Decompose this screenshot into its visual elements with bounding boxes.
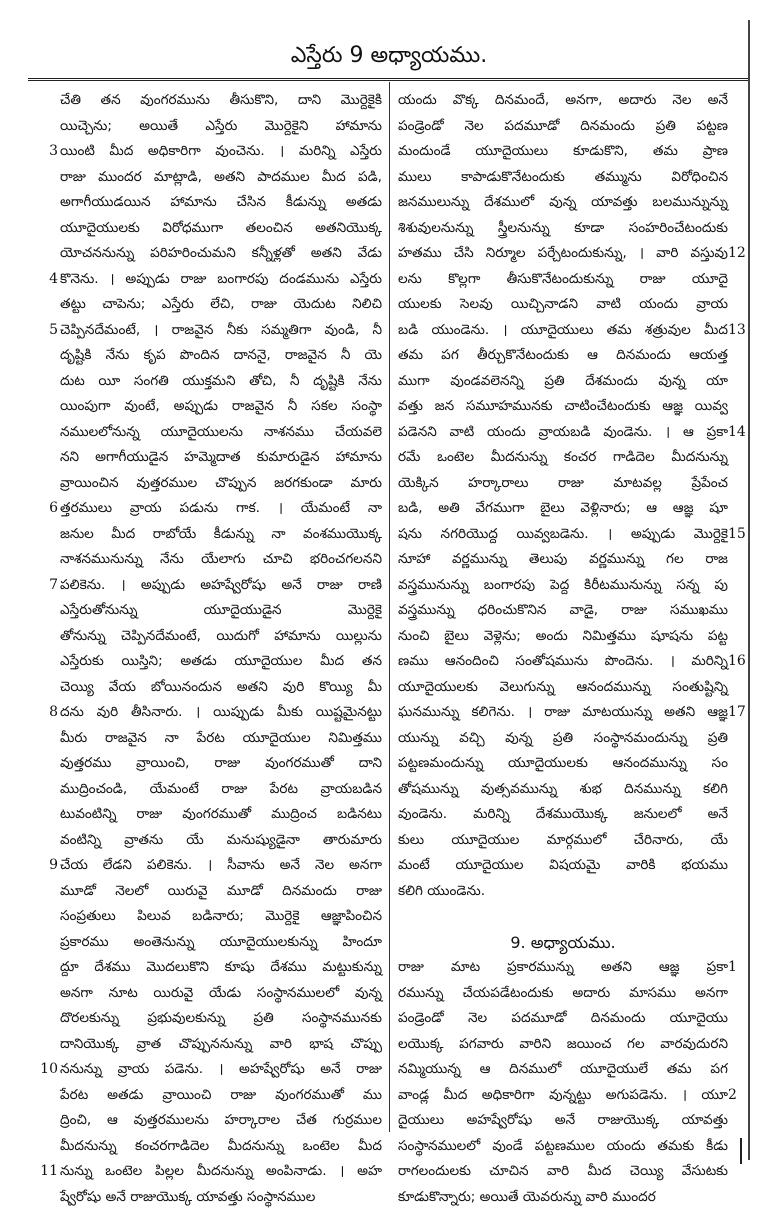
verse-number: 12 (728, 241, 750, 267)
text-line: సంస్థానములలో వుండే పట్టణముల యందు తమకు కీడు (398, 1134, 728, 1160)
header-divider (28, 78, 750, 81)
text-line: ద్దూ దేశము మొదలుకొని కూషు దేశము మట్టుకున్ను (60, 955, 382, 981)
text-line: చేయ లేడని పలికెను. । సీవాను అనే నెల అనగా (60, 853, 382, 879)
verse-number: 15 (728, 522, 750, 548)
text-line: యెక్కిన హర్కారాలు రాజు మాటవల్ల ప్రేపేంచ (398, 471, 728, 497)
text-line: సంప్రతులు పిలువ బడినారు; మొర్దెకై ఆజ్ఞాపించిన (60, 904, 382, 930)
text-line: రాజు ముందర మాట్లాడి, అతని పాదముల మీద పడి, (60, 165, 382, 191)
text-line: బడి, అతి వేగముగా బైలు వెళ్లినారు; ఆ ఆజ్ఞ షూ (398, 496, 728, 522)
page-header-title: ఎస్తేరు 9 అధ్యాయము. (28, 36, 750, 76)
text-line: దను వురి తీసినారు. । యిప్పుడు మీకు యిష్టమైనట్టు (60, 700, 382, 726)
text-line: దైయులు అహష్వేరోషు అనే రాజుయొక్క యావత్తు (398, 1108, 728, 1134)
text-line: రాజు మాట ప్రకారమున్ను అతని ఆజ్ఞ ప్రకా (398, 955, 728, 981)
text-line: దొరలకున్ను ప్రభువులకున్ను ప్రతి సంస్థానమునకు (60, 1006, 382, 1032)
text-line: నని అగాగీయుడైన హమ్మెదాత కుమారుడైన హామాను (60, 445, 382, 471)
text-line: పండ్రెండో నెల పదమూడో దినమందు యూదైయు (398, 1006, 728, 1032)
text-line: ఎస్తేరుకు యిస్తిని; అతడు యూదైయుల మీద తన (60, 649, 382, 675)
page-edge-rule (748, 20, 750, 1160)
text-line: యింపుగా వుంటే, అప్పుడు రాజవైన నీ సకల సంస్థా (60, 394, 382, 420)
text-line: యింటి మీద అధికారిగా వుంచెను. । మరిన్ని ఎస్తేరు (60, 139, 382, 165)
text-line: వుండెను. మరిన్ని దేశముయొక్క జనులలో అనే (398, 802, 728, 828)
chapter-heading: 9. అధ్యాయము. (398, 930, 728, 956)
text-line: వస్త్రమునున్ను బంగారపు పెద్ద కిరీటమునున్ను సన్న పు (398, 573, 728, 599)
text-line: జనుల మీద రాబోయే కీడున్ను నా వంశముయొక్క (60, 522, 382, 548)
text-line: నమ్మియున్న ఆ దినములో యూదైయులే తమ పగ (398, 1057, 728, 1083)
text-line: లను కొల్లగా తీసుకొనేటందుకున్ను రాజు యూదై (398, 267, 728, 293)
text-line: కులు యూదైయుల మార్గములో చేరినారు, యే (398, 828, 728, 854)
text-line: నాశనమునున్ను నేను యేలాగు చూచి భరించగలనని (60, 547, 382, 573)
text-line: ద్రించి, ఆ వుత్తరములను హర్కారాల చేత గుర్రముల (60, 1108, 382, 1134)
text-line (398, 904, 728, 930)
text-line: యూదైయులకు విరోధముగా తలంచిన అతనియొక్క (60, 216, 382, 242)
text-line: ష్వేరోషు అనే రాజుయొక్క యావత్తు సంస్థానముల (60, 1185, 382, 1210)
text-line: యందు వొక్క దినమందే, అనగా, అదారు నెల అనే (398, 88, 728, 114)
text-line: జనములున్ను దేశములో వున్న యావత్తు బలమున్నున్ను (398, 190, 728, 216)
verse-number: 9 (34, 853, 58, 879)
text-line: యోచననున్ను పరిహరించుమని కన్నీళ్లతో అతని వేడు (60, 241, 382, 267)
verse-number: 10 (34, 1057, 58, 1083)
text-line: కలిగి యుండెను. (398, 879, 728, 905)
text-line: తమ పగ తీర్చుకొనేటందుకు ఆ దినమందు ఆయత్త (398, 343, 728, 369)
verse-number: 2 (728, 1083, 750, 1109)
text-line: తోనున్ను చెప్పినదేమంటే, యిదుగో హామాను యిల్లును (60, 624, 382, 650)
column-divider (389, 82, 390, 1132)
text-line: పండ్రెండో నెల పదమూడో దినమందు ప్రతి పట్టణ (398, 114, 728, 140)
text-line: ణము ఆనందించి సంతోషమును పొందెను. । మరిన్ని (398, 649, 728, 675)
verse-number: 1 (728, 955, 750, 981)
text-line: చెప్పినదేమంటే, । రాజవైన నీకు సమ్మతిగా వుండి, నీ (60, 318, 382, 344)
text-line: ముద్రించండి, యేమంటే రాజు పేరట వ్రాయబడిన (60, 777, 382, 803)
verse-number: 6 (34, 496, 58, 522)
text-line: టువంటిన్ని రాజు వుంగరముతో ముద్రించ బడినటు (60, 802, 382, 828)
text-line: యిచ్చెను; అయితే ఎస్తేరు మొర్దెకైని హామాను (60, 114, 382, 140)
text-line: వుత్తరము వ్రాయించి, రాజు వుంగరముతో దాని (60, 751, 382, 777)
text-line: ముగా వుండవలెనన్ని ప్రతి దేశమందు వున్న యా (398, 369, 728, 395)
verse-number: 17 (728, 700, 750, 726)
verse-number: 7 (34, 573, 58, 599)
verse-number: 16 (728, 649, 750, 675)
text-line: దృష్టికి నేను కృప పొందిన దాననై, రాజవైన నీ యె (60, 343, 382, 369)
verse-number: 3 (34, 139, 58, 165)
verse-number: 4 (34, 267, 58, 293)
text-line: యులకు సెలవు యిచ్చినాడని వాటి యందు వ్రాయ (398, 292, 728, 318)
right-text-column (398, 88, 728, 1210)
text-line: మంటే యూదైయుల విషయమై వారికి భయము (398, 853, 728, 879)
text-line: నూహా వర్ణమున్ను తెలుపు వర్ణమున్ను గల రాజ (398, 547, 728, 573)
text-line: త్తరములు వ్రాయ పడును గాక. । యేమంటే నా (60, 496, 382, 522)
text-line: ననున్ను వ్రాయ పడెను. । అహష్వేరోషు అనే రాజు (60, 1057, 382, 1083)
text-line: వంటిన్ని వ్రాతను యే మనుష్యుడైనా తారుమారు (60, 828, 382, 854)
text-line: ఘనమున్ను కలిగెను. । రాజు మాటయున్ను అతని ఆజ్ఞ (398, 700, 728, 726)
text-line: చేతి తన వుంగరమును తీసుకొని, దాని మొర్దెకైకి (60, 88, 382, 114)
text-line: నుంచి బైలు వెళ్లెను; అందు నిమిత్తము షూషను పట్ట (398, 624, 728, 650)
text-line: బడి యుండెను. । యూదైయులు తమ శత్రువుల మీద (398, 318, 728, 344)
text-line: దానియొక్క వ్రాత చొప్పుననున్ను వారి భాష చొప్పు (60, 1032, 382, 1058)
text-line: నున్ను ఒంటెల పిల్లల మీదనున్ను అంపినాడు. । అహ (60, 1159, 382, 1185)
text-line: ములు కాపాడుకొనేటందుకు తమ్మును విరోధించిన (398, 165, 728, 191)
text-line: అనగా నూట యిరువై యేడు సంస్థానములలో వున్న (60, 981, 382, 1007)
verse-number: 5 (34, 318, 58, 344)
text-line: కూడుకొన్నారు; అయితే యెవరున్ను వారి ముందర (398, 1185, 728, 1210)
text-line: రమున్ను చేయపడేటందుకు అదారు మాసము అనగా (398, 981, 728, 1007)
text-line: పేరట అతడు వ్రాయించి రాజు వుంగరముతో ము (60, 1083, 382, 1109)
text-line: అగాగీయుడయిన హామాను చేసిన కీడున్ను అతడు (60, 190, 382, 216)
text-line: ప్రకారము అంతెనున్ను యూదైయులకున్ను హిందూ (60, 930, 382, 956)
text-line: దుట యీ సంగతి యుక్తమని తోచి, నీ దృష్టికి నేను (60, 369, 382, 395)
text-line: షను నగరియొద్ద యివ్వబడెను. । అప్పుడు మొర్దెకై (398, 522, 728, 548)
text-line: శిశువులనున్ను స్త్రీలనున్ను కూడా సంహరించేటందుకు (398, 216, 728, 242)
text-line: చెయ్యి వేయ బోయినందున అతని వురి కొయ్యి మీ (60, 675, 382, 701)
text-line: తోషమున్ను వుత్సవమున్ను శుభ దినమున్ను కలిగి (398, 777, 728, 803)
text-line: పడెనని వాటి యందు వ్రాయబడి వుండెను. । ఆ ప్రకా (398, 420, 728, 446)
text-line: మీదనున్ను కంచరగాడిదెల మీదనున్ను ఒంటెల మీద (60, 1134, 382, 1160)
text-line: రాగలందులకు చూచిన వారి మీద చెయ్యి వేసుటకు (398, 1159, 728, 1185)
text-line: తట్టు చాపెను; ఎస్తేరు లేచి, రాజు యెదుట నిలిచి (60, 292, 382, 318)
verse-number: 11 (34, 1159, 58, 1185)
text-line: వ్రాయించిన వుత్తరముల చొప్పున జరగకుండా మారు (60, 471, 382, 497)
text-line: లయొక్క పగవారు వారిని జయించ గల వారవుదురని (398, 1032, 728, 1058)
text-line: మూడో నెలలో యిరువై మూడో దినమందు రాజు (60, 879, 382, 905)
text-line: పలికెను. । అప్పుడు అహష్వేరోషు అనే రాజు రాణి (60, 573, 382, 599)
text-line: కొనెను. । అప్పుడు రాజు బంగారపు దండమును ఎస్తేరు (60, 267, 382, 293)
text-line: వత్తు జన సమూహమునకు చాటించేటందుకు ఆజ్ఞ యివ్వ (398, 394, 728, 420)
left-text-column (60, 88, 382, 1210)
text-line: ఎస్తేరుతోనున్ను యూదైయుడైన మొర్దెకై (60, 598, 382, 624)
page-corner-mark (740, 1138, 742, 1164)
text-line: యూదైయులకు వెలుగున్ను ఆనందమున్ను సంతుష్టిన్ని (398, 675, 728, 701)
text-line: వాండ్ల మీద అధికారిగా వున్నట్టు అగుపడెను. । యూ (398, 1083, 728, 1109)
verse-number: 8 (34, 700, 58, 726)
verse-number: 13 (728, 318, 750, 344)
text-line: మందుండే యూదైయులు కూడుకొని, తమ ప్రాణ (398, 139, 728, 165)
text-line: రమే ఒంటెల మీదనున్ను కంచర గాడిదెల మీదనున్ను (398, 445, 728, 471)
text-line: వస్త్రమున్ను ధరించుకొనిన వాడై, రాజు సముఖము (398, 598, 728, 624)
text-line: హతము చేసి నిర్మూల పర్చేటందుకున్ను, । వారి వస్తువు (398, 241, 728, 267)
text-line: మీరు రాజవైన నా పేరట యూదైయుల నిమిత్తము (60, 726, 382, 752)
verse-number: 14 (728, 420, 750, 446)
text-line: పట్టణమందున్ను యూదైయులకు ఆనందమున్ను సం (398, 751, 728, 777)
text-line: యున్ను వచ్చి వున్న ప్రతి సంస్థానమందున్ను ప్రతి (398, 726, 728, 752)
text-line: నములలోనున్న యూదైయులను నాశనము చేయవలె (60, 420, 382, 446)
